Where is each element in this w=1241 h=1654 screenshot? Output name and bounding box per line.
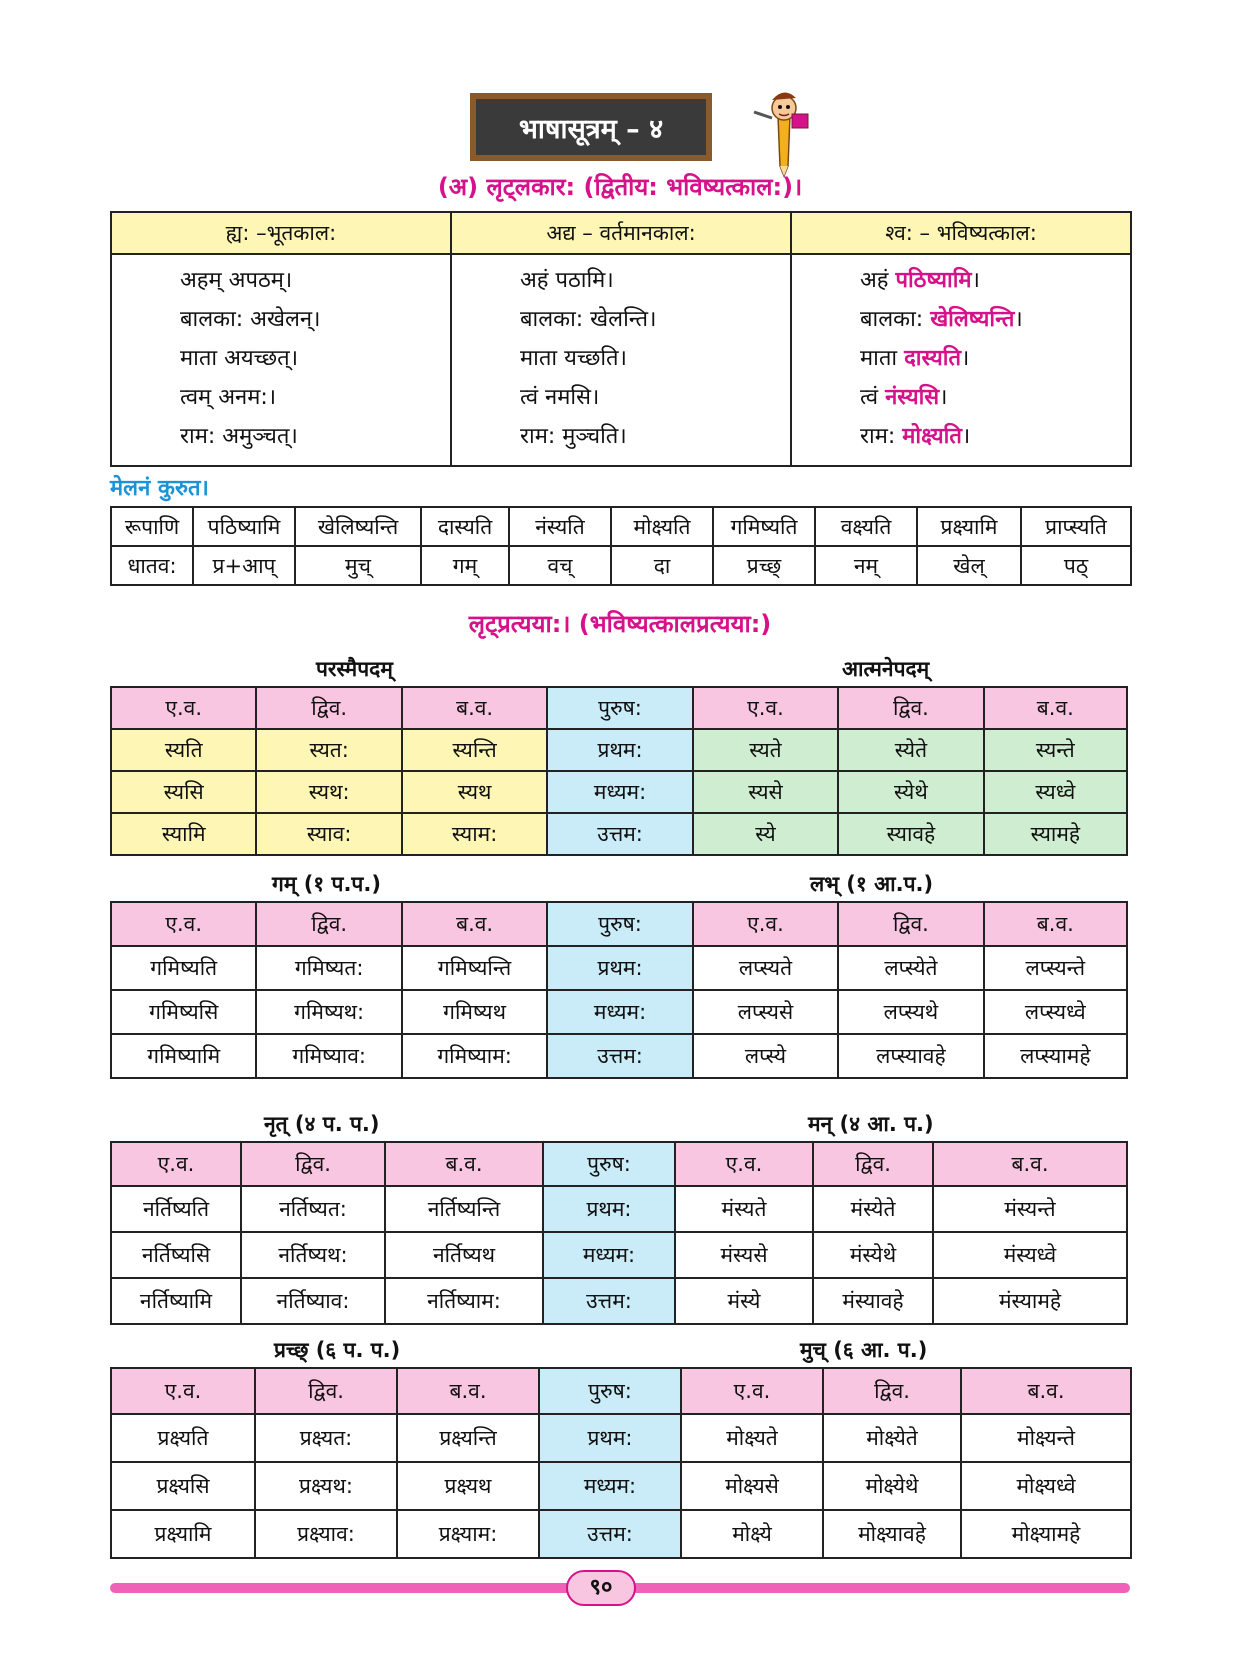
conjugation-table-nrit-man xyxy=(110,1141,1128,1325)
page-number: ९० xyxy=(566,1570,636,1606)
title-board xyxy=(470,93,712,161)
future-sentences xyxy=(791,254,1131,466)
form-cell: नर्तिष्यामि xyxy=(111,1278,241,1324)
form-cell: लप्स्यन्ते xyxy=(984,946,1127,990)
suffix-cell: स्यामहे xyxy=(984,813,1127,855)
match-cell: प्रच्छ् xyxy=(713,546,815,585)
match-cell: वक्ष्यति xyxy=(815,507,917,546)
section-heading-suffixes: लृट्प्रत्यया:। (भविष्यत्कालप्रत्यया:) xyxy=(468,610,772,638)
sentence: अहम् अपठम्। xyxy=(180,268,293,293)
danda: । xyxy=(971,268,980,293)
col-header: द्विव. xyxy=(255,1368,397,1414)
sentence xyxy=(860,300,1130,339)
match-cell: मोक्ष्यति xyxy=(611,507,713,546)
form-cell: प्रक्ष्यत: xyxy=(255,1414,397,1462)
form-cell: मोक्ष्यन्ते xyxy=(961,1414,1131,1462)
header-present: अद्य – वर्तमानकाल: xyxy=(451,212,791,254)
match-cell: प्राप्स्यति xyxy=(1021,507,1131,546)
suffix-cell: स्यावहे xyxy=(838,813,983,855)
form-cell: नर्तिष्यति xyxy=(111,1186,241,1232)
match-cell: रूपाणि xyxy=(111,507,193,546)
form-cell: लप्स्यध्वे xyxy=(984,990,1127,1034)
col-header: द्विव. xyxy=(256,902,401,946)
match-cell: मुच् xyxy=(295,546,421,585)
suffix-cell: स्यथ: xyxy=(256,771,401,813)
subject: राम: xyxy=(860,424,903,449)
match-cell: खेलिष्यन्ति xyxy=(295,507,421,546)
present-sentences xyxy=(451,254,791,466)
col-header: पुरुष: xyxy=(543,1142,675,1186)
form-cell: लप्स्येते xyxy=(838,946,983,990)
form-cell: मंस्येथे xyxy=(813,1232,933,1278)
match-row-forms xyxy=(111,507,1131,546)
purusha-cell: उत्तम: xyxy=(547,1034,692,1078)
form-cell: प्रक्ष्यन्ति xyxy=(397,1414,539,1462)
future-verb: मोक्ष्यति xyxy=(902,424,962,449)
form-cell: प्रक्ष्याम: xyxy=(397,1510,539,1558)
col-header: ब.व. xyxy=(961,1368,1131,1414)
col-header: ए.व. xyxy=(111,902,256,946)
section-heading-lrit: (अ) लृट्लकार: (द्वितीय: भविष्यत्काल:)। xyxy=(437,173,803,201)
form-cell: नर्तिष्याव: xyxy=(241,1278,385,1324)
suffix-cell: स्यसे xyxy=(693,771,838,813)
form-cell: नर्तिष्यत: xyxy=(241,1186,385,1232)
sentence: राम: मुञ्चति। xyxy=(520,424,627,449)
form-cell: मोक्ष्यावहे xyxy=(823,1510,961,1558)
suffix-cell: स्ये xyxy=(693,813,838,855)
col-header: द्विव. xyxy=(256,687,401,729)
match-cell: दास्यति xyxy=(421,507,509,546)
match-cell: धातव: xyxy=(111,546,193,585)
col-header: ब.व. xyxy=(984,687,1127,729)
sentence: त्वम् अनम:। xyxy=(180,385,277,410)
form-cell: नर्तिष्यथ xyxy=(385,1232,543,1278)
form-cell: मंस्यते xyxy=(675,1186,813,1232)
future-verb: पठिष्यामि xyxy=(895,268,972,293)
form-cell: प्रक्ष्यथ: xyxy=(255,1462,397,1510)
subject: बालका: xyxy=(860,307,931,332)
match-cell: गम् xyxy=(421,546,509,585)
future-verb: दास्यति xyxy=(904,346,962,371)
purusha-cell: मध्यम: xyxy=(539,1462,681,1510)
sentence xyxy=(860,417,1130,456)
col-header: ब.व. xyxy=(402,902,547,946)
much-label: मुच् (६ आ. प.) xyxy=(800,1338,928,1362)
form-cell: लप्स्यथे xyxy=(838,990,983,1034)
form-cell: प्रक्ष्यसि xyxy=(111,1462,255,1510)
suffix-cell: स्येते xyxy=(838,729,983,771)
col-header: ए.व. xyxy=(693,687,838,729)
match-cell: प्रक्ष्यामि xyxy=(917,507,1021,546)
form-cell: गमिष्याव: xyxy=(256,1034,401,1078)
header-past: ह्य: –भूतकाल: xyxy=(111,212,451,254)
form-cell: नर्तिष्यसि xyxy=(111,1232,241,1278)
form-cell: मोक्ष्यामहे xyxy=(961,1510,1131,1558)
col-header: ब.व. xyxy=(385,1142,543,1186)
match-cell: दा xyxy=(611,546,713,585)
page-title: भाषासूत्रम् – ४ xyxy=(476,99,706,155)
danda: । xyxy=(939,385,948,410)
sentence: माता अयच्छत्। xyxy=(180,346,299,371)
suffix-cell: स्यन्ते xyxy=(984,729,1127,771)
suffix-cell: स्याम: xyxy=(402,813,547,855)
suffix-cell: स्यत: xyxy=(256,729,401,771)
purusha-cell: प्रथम: xyxy=(539,1414,681,1462)
sentence: माता यच्छति। xyxy=(520,346,627,371)
match-table xyxy=(110,506,1132,586)
purusha-cell: उत्तम: xyxy=(543,1278,675,1324)
purusha-cell: मध्यम: xyxy=(543,1232,675,1278)
form-cell: प्रक्ष्याव: xyxy=(255,1510,397,1558)
col-header: पुरुष: xyxy=(539,1368,681,1414)
match-label: मेलनं कुरुत। xyxy=(110,476,209,501)
subject: त्वं xyxy=(860,385,886,410)
col-header: द्विव. xyxy=(838,687,983,729)
suffix-cell: स्यसि xyxy=(111,771,256,813)
suffix-cell: स्यते xyxy=(693,729,838,771)
form-cell: गमिष्यथ: xyxy=(256,990,401,1034)
form-cell: गमिष्यन्ति xyxy=(402,946,547,990)
col-header: द्विव. xyxy=(241,1142,385,1186)
purusha-cell: प्रथम: xyxy=(543,1186,675,1232)
form-cell: गमिष्यथ xyxy=(402,990,547,1034)
match-row-roots xyxy=(111,546,1131,585)
match-cell: नम् xyxy=(815,546,917,585)
danda: । xyxy=(961,424,971,449)
form-cell: प्रक्ष्यथ xyxy=(397,1462,539,1510)
col-header: ए.व. xyxy=(111,1142,241,1186)
form-cell: लप्स्ये xyxy=(693,1034,838,1078)
man-label: मन् (४ आ. प.) xyxy=(808,1112,934,1136)
past-sentences xyxy=(111,254,451,466)
form-cell: मोक्ष्यध्वे xyxy=(961,1462,1131,1510)
sentence xyxy=(860,339,1130,378)
form-cell: मंस्ये xyxy=(675,1278,813,1324)
atmanepada-label: आत्मनेपदम् xyxy=(842,657,930,681)
form-cell: लप्स्यामहे xyxy=(984,1034,1127,1078)
header-future: श्व: – भविष्यत्काल: xyxy=(791,212,1131,254)
form-cell: लप्स्यसे xyxy=(693,990,838,1034)
match-cell: वच् xyxy=(509,546,611,585)
form-cell: नर्तिष्यन्ति xyxy=(385,1186,543,1232)
form-cell: नर्तिष्यथ: xyxy=(241,1232,385,1278)
col-header: ए.व. xyxy=(111,1368,255,1414)
form-cell: मोक्ष्यसे xyxy=(681,1462,823,1510)
sentence xyxy=(860,261,1130,300)
future-verb: नंस्यसि xyxy=(885,385,940,410)
match-cell: नंस्यति xyxy=(509,507,611,546)
form-cell: लप्स्यावहे xyxy=(838,1034,983,1078)
purusha-cell: प्रथम: xyxy=(547,729,692,771)
form-cell: मोक्ष्ये xyxy=(681,1510,823,1558)
col-header: पुरुष: xyxy=(547,902,692,946)
subject: अहं xyxy=(860,268,896,293)
match-cell: पठ् xyxy=(1021,546,1131,585)
sentence: अहं पठामि। xyxy=(520,268,614,293)
form-cell: मंस्यसे xyxy=(675,1232,813,1278)
form-cell: मोक्ष्येथे xyxy=(823,1462,961,1510)
match-cell: प्र+आप् xyxy=(193,546,295,585)
form-cell: मंस्यन्ते xyxy=(933,1186,1127,1232)
purusha-cell: उत्तम: xyxy=(547,813,692,855)
col-header: ब.व. xyxy=(933,1142,1127,1186)
subject: माता xyxy=(860,346,905,371)
danda: । xyxy=(961,346,970,371)
sentence: राम: अमुञ्चत्। xyxy=(180,424,298,449)
suffix-cell: स्यति xyxy=(111,729,256,771)
col-header: ए.व. xyxy=(681,1368,823,1414)
match-cell: खेल् xyxy=(917,546,1021,585)
form-cell: लप्स्यते xyxy=(693,946,838,990)
col-header: ब.व. xyxy=(397,1368,539,1414)
form-cell: प्रक्ष्यति xyxy=(111,1414,255,1462)
col-header: पुरुष: xyxy=(547,687,692,729)
form-cell: मोक्ष्यते xyxy=(681,1414,823,1462)
form-cell: मंस्यामहे xyxy=(933,1278,1127,1324)
form-cell: गमिष्यसि xyxy=(111,990,256,1034)
form-cell: गमिष्यामि xyxy=(111,1034,256,1078)
sentence xyxy=(860,378,1130,417)
nrit-label: नृत् (४ प. प.) xyxy=(264,1112,380,1136)
labh-label: लभ् (१ आ.प.) xyxy=(810,872,934,896)
purusha-cell: उत्तम: xyxy=(539,1510,681,1558)
suffix-cell: स्यथ xyxy=(402,771,547,813)
conjugation-table-gam-labh xyxy=(110,901,1128,1079)
form-cell: गमिष्यति xyxy=(111,946,256,990)
match-cell: गमिष्यति xyxy=(713,507,815,546)
form-cell: गमिष्यत: xyxy=(256,946,401,990)
tense-table xyxy=(110,211,1132,467)
sentence: बालका: अखेलन्। xyxy=(180,307,321,332)
form-cell: गमिष्याम: xyxy=(402,1034,547,1078)
suffix-cell: स्येथे xyxy=(838,771,983,813)
form-cell: मंस्यध्वे xyxy=(933,1232,1127,1278)
sentence: त्वं नमसि। xyxy=(520,385,600,410)
future-verb: खेलिष्यन्ति xyxy=(930,307,1015,332)
suffix-cell: स्यन्ति xyxy=(402,729,547,771)
purusha-cell: मध्यम: xyxy=(547,771,692,813)
danda: । xyxy=(1014,307,1023,332)
suffix-cell: स्याव: xyxy=(256,813,401,855)
parasmaipada-label: परस्मैपदम् xyxy=(316,657,393,681)
col-header: ब.व. xyxy=(984,902,1127,946)
col-header: द्विव. xyxy=(813,1142,933,1186)
col-header: ए.व. xyxy=(675,1142,813,1186)
col-header: द्विव. xyxy=(838,902,983,946)
col-header: ए.व. xyxy=(693,902,838,946)
sentence: बालका: खेलन्ति। xyxy=(520,307,657,332)
col-header: ए.व. xyxy=(111,687,256,729)
prachh-label: प्रच्छ् (६ प. प.) xyxy=(274,1338,401,1362)
form-cell: मोक्ष्येते xyxy=(823,1414,961,1462)
form-cell: नर्तिष्याम: xyxy=(385,1278,543,1324)
suffix-cell: स्यामि xyxy=(111,813,256,855)
purusha-cell: मध्यम: xyxy=(547,990,692,1034)
conjugation-table-prachh-much xyxy=(110,1367,1132,1559)
purusha-cell: प्रथम: xyxy=(547,946,692,990)
pencil-mascot-icon xyxy=(748,86,818,178)
suffix-table xyxy=(110,686,1128,856)
form-cell: प्रक्ष्यामि xyxy=(111,1510,255,1558)
col-header: ब.व. xyxy=(402,687,547,729)
gam-label: गम् (१ प.प.) xyxy=(272,872,381,896)
form-cell: मंस्यावहे xyxy=(813,1278,933,1324)
col-header: द्विव. xyxy=(823,1368,961,1414)
suffix-cell: स्यध्वे xyxy=(984,771,1127,813)
match-cell: पठिष्यामि xyxy=(193,507,295,546)
form-cell: मंस्येते xyxy=(813,1186,933,1232)
